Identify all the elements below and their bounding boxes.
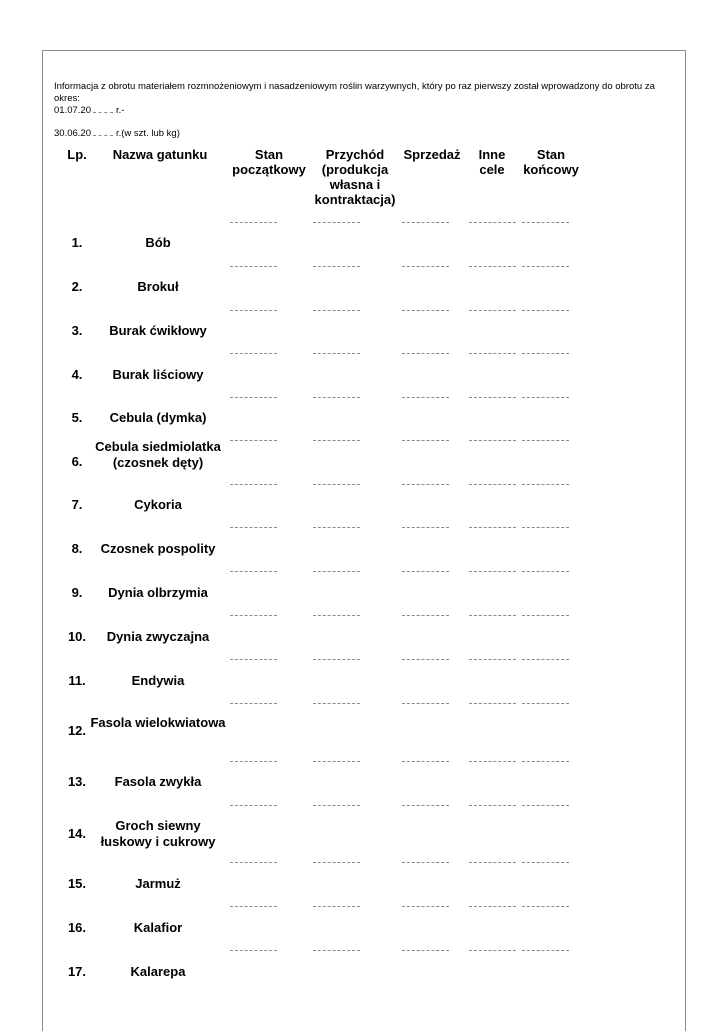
header-start: Stan początkowy — [232, 147, 306, 177]
entry-field[interactable] — [230, 440, 277, 441]
entry-field[interactable] — [522, 353, 569, 354]
entry-field[interactable] — [230, 527, 277, 528]
species-name: Cebula siedmiolatka (czosnek dęty) — [95, 439, 221, 470]
species-name: Czosnek pospolity — [100, 541, 216, 556]
entry-field[interactable] — [402, 659, 449, 660]
entry-field[interactable] — [230, 906, 277, 907]
entry-field[interactable] — [313, 906, 360, 907]
entry-field[interactable] — [230, 659, 277, 660]
entry-field[interactable] — [522, 397, 569, 398]
entry-field[interactable] — [522, 906, 569, 907]
entry-field[interactable] — [402, 353, 449, 354]
header-sale: Sprzedaż — [403, 147, 461, 162]
entry-field[interactable] — [522, 440, 569, 441]
species-name: Bób — [145, 235, 171, 250]
entry-field[interactable] — [469, 659, 516, 660]
year-from-field[interactable] — [93, 104, 113, 113]
entry-field[interactable] — [522, 266, 569, 267]
entry-field[interactable] — [402, 703, 449, 704]
entry-field[interactable] — [469, 266, 516, 267]
entry-field[interactable] — [469, 761, 516, 762]
period-to — [54, 127, 674, 140]
row-number: 6. — [71, 454, 83, 469]
entry-field[interactable] — [522, 761, 569, 762]
entry-field[interactable] — [469, 397, 516, 398]
entry-field[interactable] — [230, 266, 277, 267]
species-name: Kalarepa — [130, 964, 186, 979]
row-number: 16. — [67, 920, 87, 935]
species-name: Kalafior — [133, 920, 183, 935]
row-number: 17. — [67, 964, 87, 979]
species-name: Cebula (dymka) — [109, 410, 207, 425]
entry-field[interactable] — [313, 615, 360, 616]
entry-field[interactable] — [402, 761, 449, 762]
entry-field[interactable] — [313, 805, 360, 806]
entry-field[interactable] — [469, 440, 516, 441]
entry-field[interactable] — [230, 761, 277, 762]
intro-text — [54, 81, 674, 139]
row-number: 5. — [71, 410, 83, 425]
header-income: Przychód (produkcja własna i kontraktacja) — [314, 147, 396, 207]
entry-field[interactable] — [469, 353, 516, 354]
species-name: Dynia olbrzymia — [108, 585, 208, 600]
entry-field[interactable] — [313, 571, 360, 572]
entry-field[interactable] — [313, 353, 360, 354]
entry-field[interactable] — [522, 703, 569, 704]
entry-field[interactable] — [313, 310, 360, 311]
entry-field[interactable] — [522, 484, 569, 485]
entry-field[interactable] — [313, 862, 360, 863]
entry-field[interactable] — [230, 222, 277, 223]
entry-field[interactable] — [522, 571, 569, 572]
entry-field[interactable] — [469, 906, 516, 907]
header-lp: Lp. — [67, 147, 87, 162]
entry-field[interactable] — [402, 440, 449, 441]
row-number: 13. — [67, 774, 87, 789]
entry-field[interactable] — [402, 950, 449, 951]
row-number: 3. — [71, 323, 83, 338]
entry-field[interactable] — [313, 266, 360, 267]
suffix-to: r.(w szt. lub kg) — [115, 127, 180, 139]
entry-field[interactable] — [230, 397, 277, 398]
row-number: 11. — [68, 673, 86, 688]
entry-field[interactable] — [230, 703, 277, 704]
entry-field[interactable] — [313, 703, 360, 704]
entry-field[interactable] — [402, 862, 449, 863]
entry-field[interactable] — [522, 310, 569, 311]
entry-field[interactable] — [230, 353, 277, 354]
entry-field[interactable] — [402, 397, 449, 398]
entry-field[interactable] — [230, 950, 277, 951]
entry-field[interactable] — [402, 571, 449, 572]
entry-field[interactable] — [230, 805, 277, 806]
entry-field[interactable] — [522, 222, 569, 223]
entry-field[interactable] — [402, 805, 449, 806]
header-name: Nazwa gatunku — [112, 147, 208, 162]
species-name: Brokuł — [137, 279, 179, 294]
entry-field[interactable] — [402, 906, 449, 907]
species-name: Jarmuż — [135, 876, 181, 891]
entry-field[interactable] — [469, 222, 516, 223]
entry-field[interactable] — [402, 222, 449, 223]
entry-field[interactable] — [313, 222, 360, 223]
species-name: Fasola wielokwiatowa — [90, 715, 226, 730]
row-number: 1. — [71, 235, 83, 250]
entry-field[interactable] — [402, 484, 449, 485]
row-number: 7. — [71, 497, 83, 512]
entry-field[interactable] — [313, 761, 360, 762]
row-number: 4. — [71, 367, 83, 382]
entry-field[interactable] — [469, 484, 516, 485]
intro-description: Informacja z obrotu materiałem rozmnożeniowym i nasadzeniowym roślin warzywnych, który po raz pierwszy został wprowadzony do obrotu za okres: — [54, 81, 655, 104]
date-to: 30.06.20 — [54, 127, 91, 139]
suffix-from: r.- — [115, 105, 125, 116]
header-other: Inne cele — [478, 147, 506, 177]
entry-field[interactable] — [522, 862, 569, 863]
date-from: 01.07.20 — [54, 105, 91, 116]
row-number: 15. — [67, 876, 87, 891]
row-number: 14. — [67, 826, 87, 841]
entry-field[interactable] — [402, 527, 449, 528]
species-name: Groch siewny łuskowy i cukrowy — [100, 818, 216, 849]
entry-field[interactable] — [402, 266, 449, 267]
row-number: 8. — [71, 541, 83, 556]
entry-field[interactable] — [469, 571, 516, 572]
entry-field[interactable] — [313, 950, 360, 951]
row-number: 10. — [67, 629, 87, 644]
header-end: Stan końcowy — [523, 147, 579, 177]
species-name: Fasola zwykła — [114, 774, 202, 789]
entry-field[interactable] — [469, 527, 516, 528]
entry-field[interactable] — [522, 615, 569, 616]
entry-field[interactable] — [230, 571, 277, 572]
entry-field[interactable] — [230, 310, 277, 311]
species-name: Cykoria — [134, 497, 182, 512]
entry-field[interactable] — [469, 310, 516, 311]
entry-field[interactable] — [469, 703, 516, 704]
entry-field[interactable] — [313, 527, 360, 528]
entry-field[interactable] — [469, 862, 516, 863]
entry-field[interactable] — [469, 615, 516, 616]
entry-field[interactable] — [522, 527, 569, 528]
row-number: 12. — [67, 723, 87, 738]
entry-field[interactable] — [230, 484, 277, 485]
entry-field[interactable] — [230, 615, 277, 616]
entry-field[interactable] — [230, 862, 277, 863]
entry-field[interactable] — [402, 310, 449, 311]
species-name: Dynia zwyczajna — [106, 629, 210, 644]
entry-field[interactable] — [522, 950, 569, 951]
period-from — [54, 104, 674, 117]
entry-field[interactable] — [469, 950, 516, 951]
row-number: 9. — [71, 585, 83, 600]
year-to-field[interactable] — [93, 127, 113, 136]
entry-field[interactable] — [522, 659, 569, 660]
entry-field[interactable] — [522, 805, 569, 806]
entry-field[interactable] — [402, 615, 449, 616]
row-number: 2. — [71, 279, 83, 294]
species-name: Burak ćwikłowy — [109, 323, 207, 338]
entry-field[interactable] — [313, 484, 360, 485]
entry-field[interactable] — [313, 397, 360, 398]
entry-field[interactable] — [469, 805, 516, 806]
entry-field[interactable] — [313, 659, 360, 660]
entry-field[interactable] — [313, 440, 360, 441]
species-name: Burak liściowy — [112, 367, 204, 382]
species-name: Endywia — [131, 673, 185, 688]
